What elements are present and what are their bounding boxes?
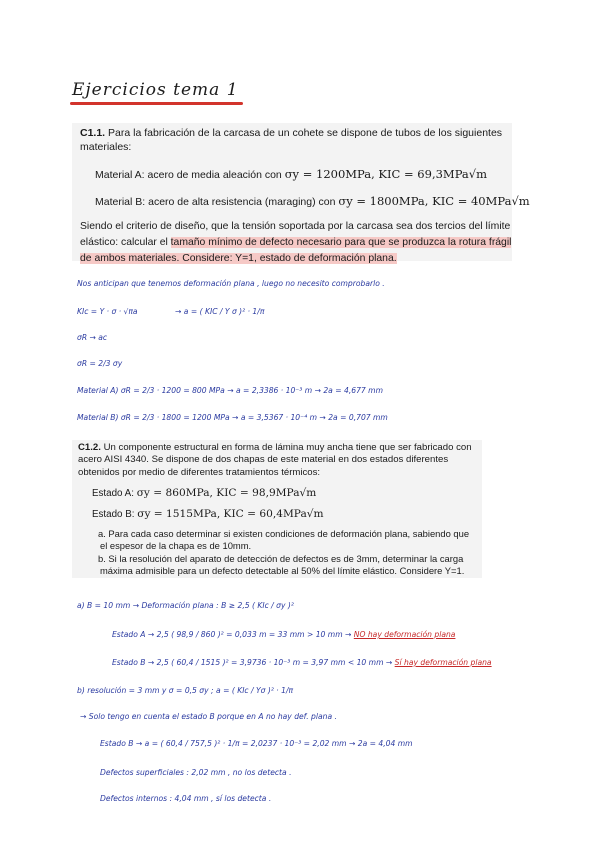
- state-b-formula: σy = 1515MPa, KIC = 60,4MPa√m: [137, 508, 324, 520]
- c11-material-a: Material A: acero de media aleación con σy = 1200MPa, KIC = 69,3MPa√m: [95, 167, 487, 181]
- c12-state-b: Estado B: σy = 1515MPa, KIC = 60,4MPa√m: [92, 508, 324, 520]
- sol2-line-b4: Defectos superficiales : 2,02 mm , no los detecta .: [100, 768, 292, 777]
- sol1-line-2b: → a = ( KIC / Y σ )² · 1/π: [175, 307, 265, 316]
- c11-label: C1.1.: [80, 127, 106, 139]
- c11-material-b: Material B: acero de alta resistencia (maraging) con σy = 1800MPa, KIC = 40MPa√m: [95, 194, 530, 208]
- c12-label: C1.2.: [78, 442, 101, 453]
- c12-intro: C1.2. Un componente estructural en forma de lámina muy ancha tiene que ser fabricado con acero AISI 4340. Se dispone de dos chapas de este material en dos estados diferentes obtenidos por medio de diferentes tratamientos térmicos:: [78, 442, 472, 478]
- c12-question-a: a. Para cada caso determinar si existen condiciones de deformación plana, sabiendo que el espesor de la chapa es de 10mm.: [98, 528, 470, 552]
- sol1-line-5: Material A) σR = 2/3 · 1200 = 800 MPa → a = 2,3386 · 10⁻³ m → 2a = 4,677 mm: [77, 386, 383, 395]
- no-plane-strain-note: NO hay deformación plana: [353, 630, 456, 639]
- sol2-line-a3: Estado B → 2,5 ( 60,4 / 1515 )² = 3,9736 · 10⁻³ m = 3,97 mm < 10 mm → Sí hay deformación plana: [112, 658, 492, 667]
- plane-strain-note: Sí hay deformación plana: [394, 658, 492, 667]
- highlight-text: tamaño mínimo de defecto necesario para que se produzca la rotura frágil: [170, 237, 512, 248]
- sol1-line-2a: KIc = Y · σ · √πa: [77, 307, 138, 316]
- material-b-formula: σy = 1800MPa, KIC = 40MPa√m: [338, 194, 530, 208]
- sol1-line-1: Nos anticipan que tenemos deformación plana , luego no necesito comprobarlo .: [77, 279, 385, 288]
- c11-question: Siendo el criterio de diseño, que la tensión soportada por la carcasa sea dos tercios del límite elástico: calcular el tamaño mínimo de defecto necesario para que se produzca la rotura frágil de ambos materiales. Considere: Y=1, estado de deformación plana.: [80, 221, 512, 264]
- sol1-line-4: σR = 2/3 σy: [77, 359, 123, 368]
- c11-intro: C1.1. Para la fabricación de la carcasa de un cohete se dispone de tubos de los siguientes materiales:: [80, 127, 503, 153]
- state-a-formula: σy = 860MPa, KIC = 98,9MPa√m: [136, 487, 317, 499]
- page-title: Ejercicios tema 1: [72, 80, 239, 100]
- sol2-line-b3: Estado B → a = ( 60,4 / 757,5 )² · 1/π = 2,0237 · 10⁻³ = 2,02 mm → 2a = 4,04 mm: [100, 739, 413, 748]
- sol2-line-b1: b) resolución = 3 mm y σ = 0,5 σy ; a = ( KIc / Yσ )² · 1/π: [77, 686, 294, 695]
- c12-state-a: Estado A: σy = 860MPa, KIC = 98,9MPa√m: [92, 487, 317, 499]
- material-a-formula: σy = 1200MPa, KIC = 69,3MPa√m: [284, 167, 487, 181]
- sol1-line-3: σR → ac: [77, 333, 108, 342]
- sol2-line-b5: Defectos internos : 4,04 mm , sí los detecta .: [100, 794, 272, 803]
- highlight-text: de ambos materiales. Considere: Y=1, estado de deformación plana.: [80, 253, 397, 264]
- c12-question-b: b. Si la resolución del aparato de detección de defectos es de 3mm, determinar la carga máxima admisible para un defecto detectable al 50% del límite elástico. Considere Y=1.: [98, 553, 465, 577]
- title-underline: [70, 102, 243, 105]
- sol2-line-a2: Estado A → 2,5 ( 98,9 / 860 )² = 0,033 m = 33 mm > 10 mm → NO hay deformación plana: [112, 630, 456, 639]
- sol2-line-b2: → Solo tengo en cuenta el estado B porque en A no hay def. plana .: [80, 712, 337, 721]
- sol1-line-6: Material B) σR = 2/3 · 1800 = 1200 MPa → a = 3,5367 · 10⁻⁴ m → 2a = 0,707 mm: [77, 413, 388, 422]
- sol2-line-a1: a) B = 10 mm → Deformación plana : B ≥ 2,5 ( KIc / σy )²: [77, 601, 294, 610]
